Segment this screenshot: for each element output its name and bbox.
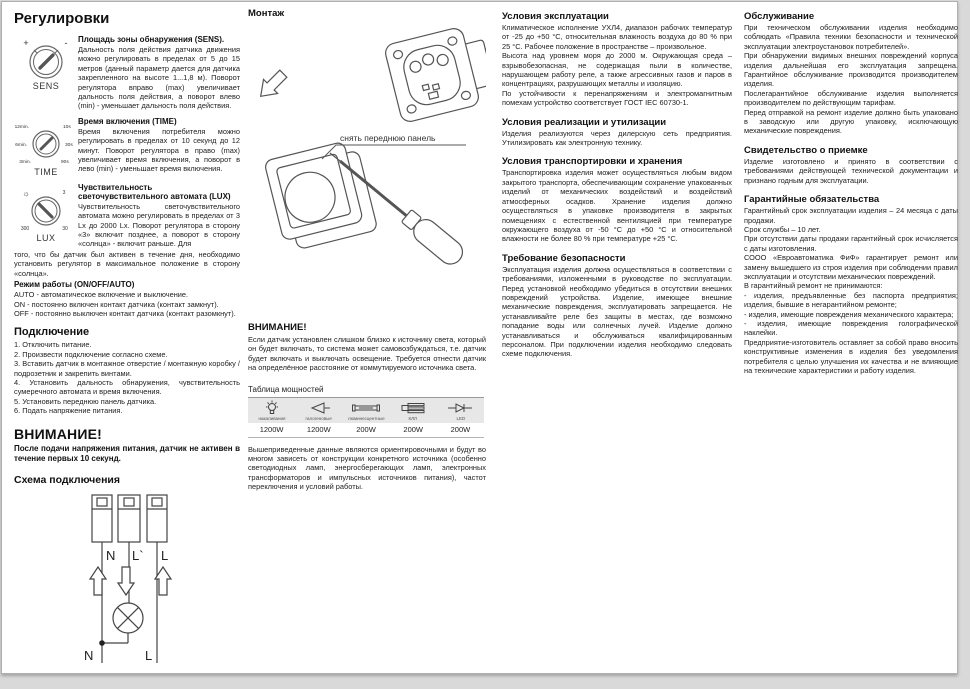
callout-remove-front-panel: снять переднюю панель <box>340 133 436 143</box>
power-value: 1200W <box>259 424 284 434</box>
section-heading: Обслуживание <box>744 11 815 22</box>
lux-heading-1: Чувствительность <box>78 182 153 192</box>
sens-section <box>14 35 240 111</box>
paragraph: Перед отправкой на ремонт изделие должно быть упаковано в заводскую или другую упаковку, исключающую механические повреждения. <box>744 107 958 136</box>
connection-step: 5. Установить переднюю панель датчика. <box>14 396 157 406</box>
svg-text:300: 300 <box>20 225 30 232</box>
paragraph: Гарантийный срок эксплуатации изделия – 24 месяца с даты продажи. <box>744 206 958 225</box>
paragraph: Изделия реализуются через дилерскую сеть предприятия. Утилизировать как электронную технику. <box>502 128 732 148</box>
lamp-type-incandescent: накаливания <box>248 400 295 422</box>
mounting-illustration <box>248 21 486 311</box>
led-lamp-icon <box>440 400 480 416</box>
svg-text:6min.: 6min. <box>15 142 27 148</box>
sens-heading: Площадь зоны обнаружения (SENS). <box>78 35 225 44</box>
svg-text:90s: 90s <box>61 159 69 165</box>
lux-body-continued: того, что бы датчик был активен в течение дня, необходимо установить регулятор в максимальное положение в сторону «солнца». <box>14 249 240 278</box>
terminal-label-l-switched: L` <box>132 547 144 563</box>
paragraph: Предприятие-изготовитель оставляет за собой право вносить конструктивные изменения в изделия без уведомления потребителя с целью улучшения их качества и не влияющие на технические характеристики и работу изделия. <box>744 337 958 375</box>
paragraph: Транспортировка изделия может осуществляться любым видом закрытого транспорта, обеспечивающим сохранение упакованных изделий от механических воздействий и воздействий атмосферных осадков. Хранение изделия должно осуществляться в упаковке производителя в закрытых помещениях с естественной вентиляцией при температуре окружающего воздуха от -50 °C до +50 °C и относительной влажности не более 80 % при температуре +25 °C. <box>502 168 732 244</box>
lamp-type-cfl: КЛЛ <box>390 400 437 422</box>
lux-heading-2: светочувствительного автомата (LUX) <box>78 191 231 201</box>
mode-heading: Режим работы (ON/OFF/AUTO) <box>14 280 135 290</box>
terminal-label-n: N <box>106 547 116 563</box>
section-heading: Условия транспортировки и хранения <box>502 156 683 168</box>
section-heading: Условия эксплуатации <box>502 11 609 22</box>
column-conditions <box>502 8 732 359</box>
svg-text:-: - <box>64 38 68 48</box>
paragraph: - изделия, имеющие повреждения голографической наклейки. <box>744 318 958 338</box>
column-adjustments <box>14 8 240 671</box>
power-table-note: Вышеприведенные данные являются ориентировочными и будут во многом зависеть от конструкции конкретного источника (особенно светодиодных ламп, энергосберегающих ламп, электронных трансформаторов и импульсных источников питания), частот переключения и условий работы. <box>248 444 486 492</box>
lamp-type-led: LED <box>437 400 484 422</box>
power-value: 200W <box>356 424 376 434</box>
connection-step: 6. Подать напряжение питания. <box>14 406 123 416</box>
svg-text:10s: 10s <box>63 124 71 130</box>
terminal-label-l: L <box>161 547 169 563</box>
warning-heading: ВНИМАНИЕ! <box>248 322 307 333</box>
svg-text:30s: 30s <box>65 142 73 148</box>
connection-heading: Подключение <box>14 326 90 339</box>
time-knob-label: TIME <box>34 166 58 177</box>
svg-text:12min.: 12min. <box>14 124 29 130</box>
paragraph: В гарантийный ремонт не принимаются: <box>744 281 883 291</box>
warning-body: Если датчик установлен слишком близко к источнику света, который он будет включать, то система может самовозбуждаться, т.е. датчик будет включать и выключать освещение. Требуется отнести датчик на определённое расстояние от коммутируемого источника света. <box>248 335 486 373</box>
mounting-heading: Монтаж <box>248 8 285 19</box>
power-value: 200W <box>450 424 471 434</box>
connection-step: 1. Отключить питание. <box>14 340 92 350</box>
power-value: 1200W <box>306 424 331 434</box>
power-table-title: Таблица мощностей <box>248 384 324 394</box>
section-heading: Условия реализации и утилизации <box>502 116 667 128</box>
mode-line: AUTO - автоматическое включение и выключение. <box>14 290 189 300</box>
paragraph: Климатическое исполнение УХЛ4, диапазон рабочих температур от -25 до +50 °C, относительная влажность воздуха до 80 % при 25 °C. Рабочее положение в пространстве – произвольное. <box>502 23 732 51</box>
scheme-heading: Схема подключения <box>14 473 121 486</box>
mode-line: ON - постоянно включен контакт датчика (контакт замкнут). <box>14 299 219 309</box>
incandescent-lamp-icon <box>252 400 292 416</box>
paragraph: При отсутствии даты продажи гарантийный срок исчисляется с даты изготовления. <box>744 234 958 253</box>
mode-line: OFF - постоянно выключен контакт датчика (контакт разомкнут). <box>14 308 236 318</box>
paragraph: Эксплуатация изделия должна осуществляться в соответствии с требованиями, изложенными в руководстве по эксплуатации. Перед установкой необходимо убедиться в отсутствии внешних повреждений устройства. Изделие, имеющее внешние механические повреждения, эксплуатировать запрещается. Не устанавливайте реле без защиты в местах, где возможно попадание воды или солнечных лучей. Изделие должно устанавливаться и обслуживаться квалифицированным персоналом. При подключении изделия необходимо следовать схеме подключения. <box>502 264 732 359</box>
paragraph: При техническом обслуживании изделия необходимо соблюдать «Правила техники безопасности и технической эксплуатации электроустановок потребителей». <box>744 23 958 51</box>
time-knob-icon <box>14 117 78 169</box>
paragraph: - изделия, предъявленные без паспорта предприятия; изделия, бывшие в негарантийном ремонте; <box>744 290 958 310</box>
lamp-type-fluorescent: люминесцентные <box>342 400 389 422</box>
lux-knob-label: LUX <box>36 232 56 243</box>
connection-step: 2. Произвести подключение согласно схеме. <box>14 349 168 359</box>
sens-knob-label: SENS <box>32 81 60 91</box>
paragraph: СООО «Евроавтоматика ФиФ» гарантирует ремонт или замену вышедшего из строя изделия при соблюдении правил эксплуатации и отсутствии механических повреждений. <box>744 253 958 281</box>
power-value: 200W <box>403 424 423 434</box>
paragraph: Высота над уровнем моря до 2000 м. Окружающая среда – взрывобезопасная, не содержащая пыли в количестве, нарушающем работу реле, а также агрессивных газов и паров в концентрациях, разрушающих металлы и изоляцию. <box>502 51 732 89</box>
cfl-lamp-icon <box>393 400 433 416</box>
sun-icon: ☼ <box>22 188 30 198</box>
lux-body: Чувствительность светочувствительного автомата можно регулировать в пределах от 3 Lx до 2000 Lx. Поворот регулятора в сторону «3» включит позднее, а поворот в сторону «солнца» - включит раньше. Для <box>78 201 240 249</box>
fluorescent-lamp-icon <box>346 400 386 416</box>
sens-body: Дальность поля действия датчика движения можно регулировать в пределах от 5 до 15 метров (данный параметр дается для датчика закрепленного на высоте 1...1,8 м). Поворот регулятора вправо (max) увеличивает дальность поля действия, а поворот влево (min) - уменьшает дальность поля действия. <box>78 45 240 111</box>
section-heading: Требование безопасности <box>502 252 626 264</box>
paragraph: При обнаружении видимых внешних повреждений корпуса изделия дальнейшая его эксплуатация запрещена. Гарантийное обслуживание производится производителем изделия. <box>744 51 958 89</box>
connection-step: 4. Установить дальность обнаружения, чувствительность сумеречного автомата и время включения. <box>14 377 240 397</box>
time-body: Время включения потребителя можно регулировать в пределах от 10 секунд до 12 минут. Поворот регулятора в право (max) увеличивает время включения, а поворот в лево (min) - уменьшает время включения. <box>78 126 240 174</box>
lux-knob-icon <box>14 183 78 235</box>
manual-page <box>1 1 958 674</box>
svg-text:30: 30 <box>62 225 68 232</box>
bottom-label-l: L <box>145 647 153 663</box>
wiring-diagram <box>14 490 240 666</box>
lux-section <box>14 183 240 249</box>
attention-body: После подачи напряжения питания, датчик не активен в течение первых 10 секунд. <box>14 443 240 463</box>
paragraph: По устойчивости к перенапряжениям и электромагнитным помехам устройство соответствует ГОСТ IEC 60730-1. <box>502 88 732 108</box>
halogen-lamp-icon <box>299 400 339 416</box>
lamp-type-halogen: галогеновые <box>295 400 342 422</box>
svg-text:3: 3 <box>62 189 66 196</box>
junction-dot <box>99 640 105 646</box>
paragraph: - изделия, имеющие повреждения механического характера; <box>744 309 954 319</box>
column-mounting <box>248 8 486 492</box>
attention-heading: ВНИМАНИЕ! <box>14 425 103 442</box>
connection-step: 3. Вставить датчик в монтажное отверстие / монтажную коробку / подрозетник и закрепить винтами. <box>14 359 240 378</box>
time-section <box>14 117 240 177</box>
svg-text:+: + <box>23 38 29 48</box>
time-heading: Время включения (TIME) <box>78 116 177 126</box>
section-heading: Свидетельство о приемке <box>744 144 868 156</box>
page-title: Регулировки <box>14 10 110 27</box>
paragraph: Срок службы – 10 лет. <box>744 224 821 234</box>
power-table <box>248 397 484 438</box>
svg-text:3min.: 3min. <box>19 159 31 165</box>
paragraph: Изделие изготовлено и принято в соответствии с требованиями действующей технической документации и признано годным для эксплуатации. <box>744 156 958 185</box>
paragraph: Послегарантийное обслуживание изделия выполняется производителем по действующим тарифам. <box>744 88 958 108</box>
column-service <box>744 8 958 375</box>
section-heading: Гарантийные обязательства <box>744 194 880 206</box>
bottom-label-n: N <box>84 647 94 663</box>
sens-knob-icon <box>14 35 78 83</box>
